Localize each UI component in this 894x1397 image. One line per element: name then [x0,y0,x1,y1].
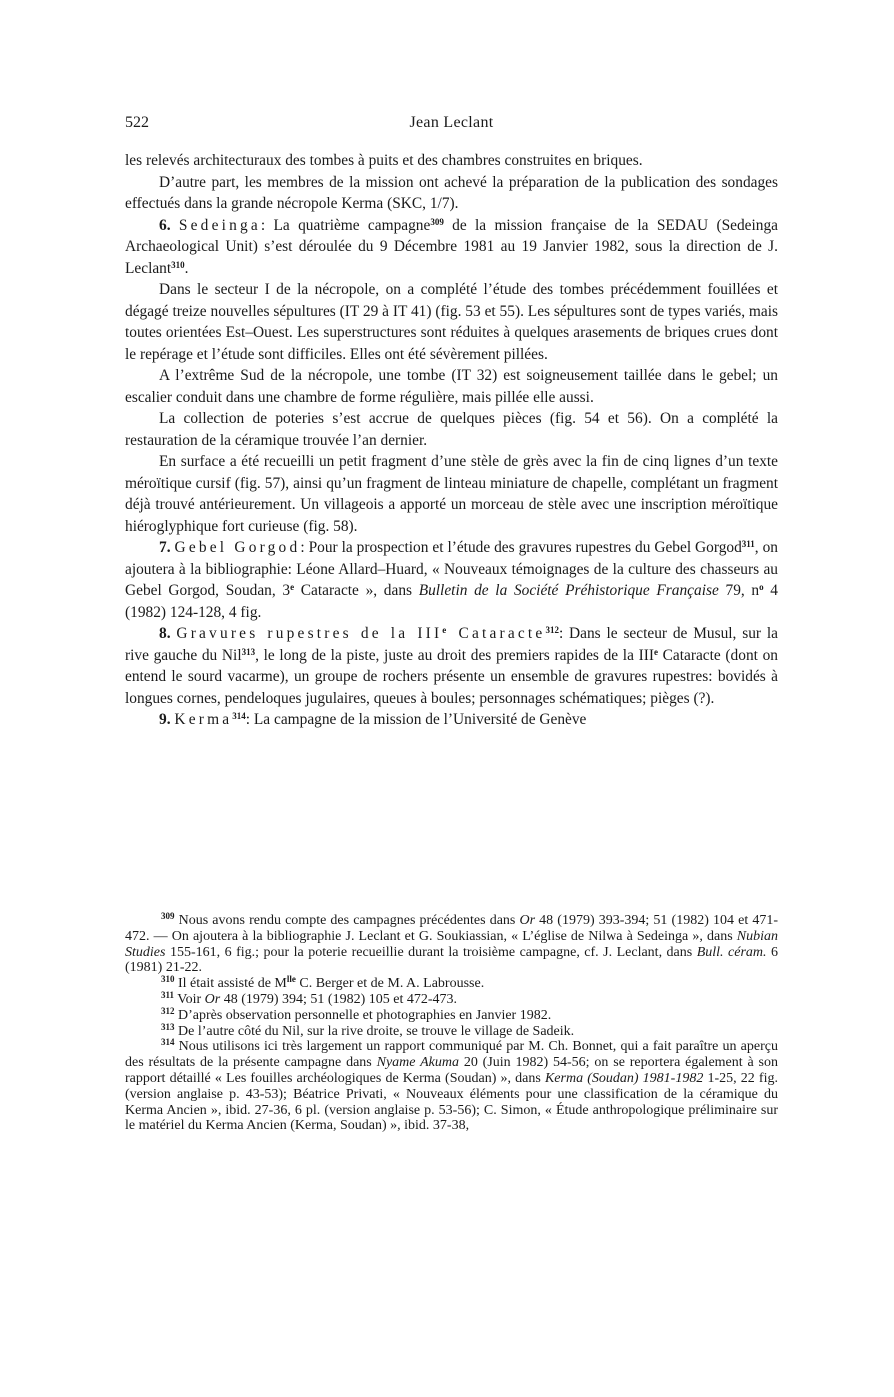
footnote-ref[interactable]: 310 [171,259,185,270]
paragraph: A l’extrême Sud de la nécropole, une tombe (IT 32) est soigneusement taillée dans le gebel; un escalier conduit dans une chambre de forme régulière, mais pillée elle aussi. [125,367,778,406]
footnote-number: 312 [161,1005,175,1016]
footnote-310: $^{310}$ Il était assisté de $M^{lle}$ C. Berger et de M. A. Labrousse. [161,974,485,992]
journal-title: Bulletin de la Société Préhistorique Française [418,582,719,599]
section-gebel-gorgod: 7. Gebel Gorgod: Pour la prospection et l’étude des gravures rupestres du Gebel Gorgod$^{311}$, on ajoutera à la bibliographie: Léone Allard–Huard, « Nouveaux témoignages de la culture des chasseurs au Gebel Gorgod, Soudan, 3e Cataracte », dans Bulletin de la Société Préhistorique Française 79, $n^o$ 4 (1982) 124-128, 4 fig. [125,539,778,621]
section-number: 9. [159,711,171,728]
section-number: 8. [159,625,171,642]
paragraph: La collection de poteries s’est accrue de quelques pièces (fig. 54 et 56). On a complété la restauration de la céramique trouvée l’an dernier. [125,410,778,449]
footnote-ref[interactable]: 309 [430,216,444,227]
section-sedeinga: 6. Sedeinga: La quatrième campagne$^{309}$ de la mission française de la SEDAU (Sedeinga Archaeological Unit) s’est déroulée du 9 Décembre 1981 au 19 Janvier 1982, sous la direction de J. Leclant$^{310}$. [125,216,779,277]
paragraph: En surface a été recueilli un petit fragment d’une stèle de grès avec la fin de cinq lignes d’un texte méroïtique cursif (fig. 57), ainsi qu’un fragment de linteau miniature de chapelle, complétant un fragment déjà trouvé antérieurement. Un villageois a apporté un morceau de stèle avec une inscription méroïtique hiéroglyphique fort curieuse (fig. 58). [125,453,778,535]
footnote-313: $^{313}$ De l’autre côté du Nil, sur la rive droite, se trouve le village de Sadeik. [161,1021,575,1039]
footnotes [125,913,778,1134]
section-heading: Gebel Gorgod [174,539,301,556]
footnote-309: $^{309}$ Nous avons rendu compte des campagnes précédentes dans Or 48 (1979) 393-394; 51 (1982) 104 et 471-472. — On ajoutera à la bibliographie J. Leclant et G. Soukiassian, « L’église de Nilwa à Sedeinga », dans Nubian Studies 155-161, 6 fig.; pour la poterie recueillie durant la troisième campagne, cf. J. Leclant, dans Bull. céram. 6 (1981) 21-22. [125,911,779,976]
footnote-number: 310 [161,974,175,985]
section-heading: Sedeinga [178,216,261,234]
footnote-number: 311 [161,989,175,1000]
section-number: 7. [159,539,171,556]
main-text [125,150,778,731]
footnote-314: $^{314}$ Nous utilisons ici très largement un rapport communiqué par M. Ch. Bonnet, qui a fait paraître un aperçu des résultats de la présente campagne dans Nyame Akuma 20 (Juin 1982) 54-56; on se reportera également à son rapport détaillé « Les fouilles archéologiques de Kerma (Soudan) », dans Kerma (Soudan) 1981-1982 1-25, 22 fig. (version anglaise p. 43-53); Béatrice Privati, « Nouveaux éléments pour une classification de la céramique du Kerma Ancien », ibid. 27-36, 6 pl. (version anglaise p. 53-56); C. Simon, « Étude anthropologique préliminaire sur le matériel du Kerma Ancien (Kerma, Soudan) », ibid. 37-38, [125,1037,779,1134]
footnote-ref[interactable]: 314 [232,711,246,721]
footnote-ref[interactable]: 311 [741,539,755,549]
paragraph: les relevés architecturaux des tombes à puits et des chambres construites en briques. [125,152,643,169]
page-number: 522 [125,114,149,131]
footnote-number: 309 [161,911,175,921]
page-header [125,114,778,136]
section-gravures: 8. Gravures rupestres de la IIIe Cataracte$^{312}$: Dans le secteur de Musul, sur la rive gauche du Nil$^{313}$, le long de la piste, juste au droit des premiers rapides de la IIIe Cataracte (dont on entend le sourd vacarme), un groupe de rochers présente un ensemble de gravures rupestres: bovidés à longues cornes, pendeloques jugulaires, queues à boules; personnages schématiques; pièges (?). [125,625,778,707]
footnote-312: $^{312}$ D’après observation personnelle et photographies en Janvier 1982. [161,1005,552,1023]
running-title: Jean Leclant [409,114,494,131]
footnote-number: 314 [161,1037,175,1048]
paragraph: D’autre part, les membres de la mission ont achevé la préparation de la publication des sondages effectués dans la grande nécropole Kerma (SKC, 1/7). [125,173,778,212]
footnote-311: $^{311}$ Voir Or 48 (1979) 394; 51 (1982) 105 et 472-473. [161,989,457,1007]
section-kerma: 9. Kerma$^{314}$: La campagne de la mission de l’Université de Genève [159,711,587,728]
section-heading: Gravures rupestres de la IIIe Cataracte [176,625,546,642]
footnote-number: 313 [161,1021,175,1032]
section-number: 6. [159,216,171,234]
section-heading: Kerma [174,711,233,728]
paragraph: Dans le secteur I de la nécropole, on a complété l’étude des tombes précédemment fouillées et dégagé treize nouvelles sépultures (IT 29 à IT 41) (fig. 53 et 55). Les sépultures sont de types variés, mais toutes orientées Est–Ouest. Les superstructures sont réduites à quelques arasements de briques crues dont le repérage et l’étude sont difficiles. Elles ont été sévèrement pillées. [125,281,778,363]
footnote-ref[interactable]: 313 [241,646,256,657]
footnote-ref[interactable]: 312 [545,625,559,635]
